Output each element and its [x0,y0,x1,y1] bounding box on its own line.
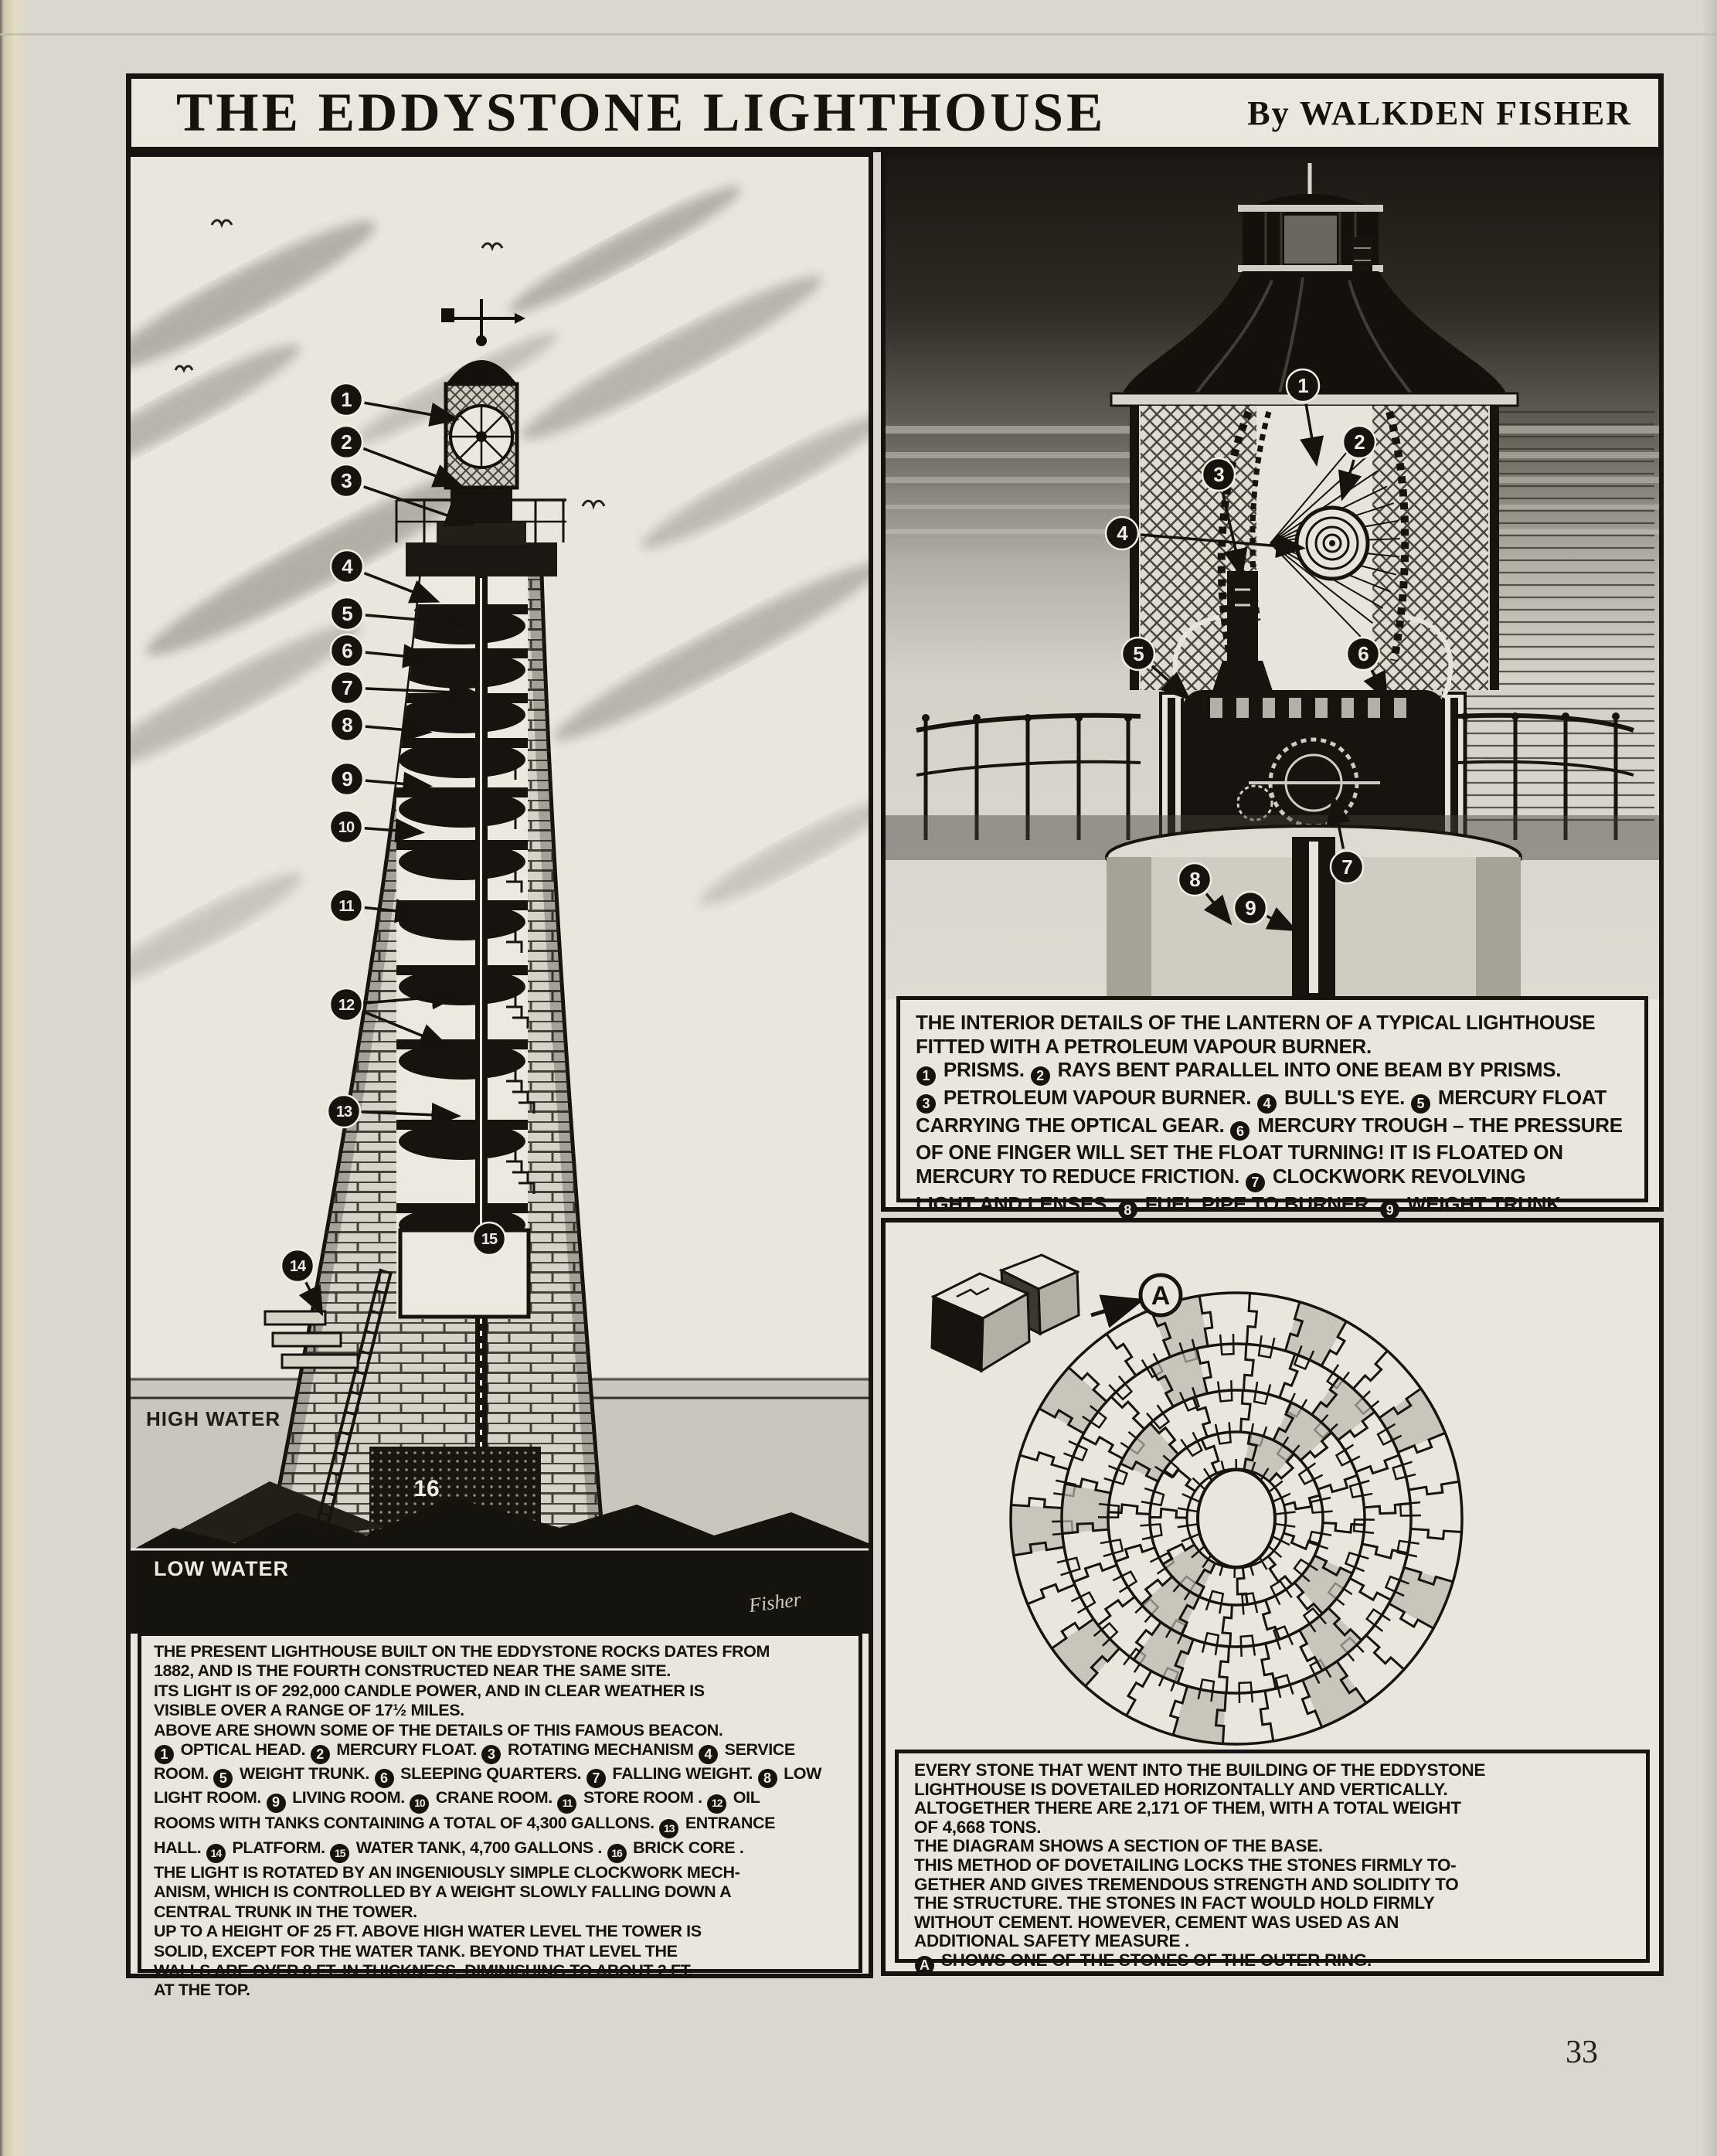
callout-label: 13 [335,1104,352,1121]
dovetail-caption-line: WITHOUT CEMENT. HOWEVER, CEMENT WAS USED AS AN [914,1912,1399,1932]
callout-label: 4 [342,555,352,578]
lantern-caption-line: LIGHT AND LENSES. 8 FUEL PIPE TO BURNER. 9 WEIGHT TRUNK. [916,1192,1634,1220]
dovetail-stone-3d [932,1255,1079,1371]
callout-label: 5 [1133,642,1144,665]
lantern-caption-line: 3 PETROLEUM VAPOUR BURNER. 4 BULL'S EYE. 5 MERCURY FLOAT [916,1086,1634,1114]
service-drum [450,488,512,523]
dovetail-caption-line: THE STRUCTURE. THE STONES IN FACT WOULD HOLD FIRMLY [914,1893,1435,1913]
title-box [126,73,1664,152]
inline-callout-badge: 3 [481,1745,501,1764]
callout-label: 3 [1213,463,1224,486]
dovetail-caption-box [895,1750,1650,1973]
artist-signature: Fisher [747,1587,803,1617]
lantern-caption-line: FITTED WITH A PETROLEUM VAPOUR BURNER. [916,1034,1372,1058]
inline-callout-badge: 5 [213,1769,233,1788]
inline-callout-badge: 6 [1230,1121,1250,1141]
dovetail-base-panel [881,1218,1664,1976]
inline-callout-badge: 3 [916,1094,936,1114]
high-water-label: HIGH WATER [146,1407,281,1430]
inline-callout-badge: 15 [330,1844,349,1863]
page-edge-right [1702,0,1717,2156]
lantern-caption-line: THE INTERIOR DETAILS OF THE LANTERN OF A TYPICAL LIGHTHOUSE [916,1011,1596,1034]
callout-label: 7 [342,676,352,699]
callout-label: 2 [1354,430,1365,454]
lantern-caption-box [896,996,1648,1218]
callout-label: 2 [341,430,352,454]
inline-callout-badge: 14 [206,1844,226,1863]
inline-callout-badge: 9 [267,1794,286,1813]
callout-label: 5 [342,602,352,625]
callout-label: 8 [1189,868,1200,891]
inline-callout-badge: A [915,1956,934,1975]
callout-label: 6 [1358,642,1368,665]
inline-callout-badge: 2 [1031,1066,1050,1086]
inline-callout-badge: 2 [311,1745,330,1764]
callout-label: 15 [481,1231,498,1248]
callout-label: 1 [341,388,352,411]
inline-callout-badge: 13 [659,1819,678,1838]
dovetail-caption-line: EVERY STONE THAT WENT INTO THE BUILDING OF THE EDDYSTONE [914,1760,1486,1780]
inline-callout-badge: 12 [707,1794,726,1814]
callout-16: 16 [413,1476,440,1501]
central-well [1198,1470,1275,1567]
left-caption-line: VISIBLE OVER A RANGE OF 17½ MILES. [154,1701,464,1720]
vane-flag [441,308,454,322]
left-caption-line: CENTRAL TRUNK IN THE TOWER. [154,1902,417,1921]
left-caption-box [138,1632,862,2000]
callout-label: 14 [289,1258,306,1275]
dovetail-caption-line: ADDITIONAL SAFETY MEASURE . [914,1931,1190,1951]
left-caption-line: 1882, AND IS THE FOURTH CONSTRUCTED NEAR THE SAME SITE. [154,1661,671,1681]
callout-label: 7 [1341,855,1352,879]
page-number: 33 [1566,2035,1598,2070]
inline-callout-badge: 6 [375,1769,394,1788]
dovetail-caption-line: GETHER AND GIVES TREMENDOUS STRENGTH AND SOLIDITY TO [914,1874,1459,1894]
low-water-label: LOW WATER [154,1557,289,1580]
left-caption-line: LIGHT ROOM. 9 LIVING ROOM. 10 CRANE ROOM. 11 STORE ROOM . 12 OIL [154,1788,849,1813]
callout-label: 11 [338,898,354,915]
page-title: THE EDDYSTONE LIGHTHOUSE [176,82,1107,143]
stone-arrow [1091,1301,1137,1315]
lighthouse-section-panel [126,152,873,2000]
dovetail-caption-line: A SHOWS ONE OF THE STONES OF THE OUTER RING. [914,1951,1637,1975]
floors-and-stairs [396,604,534,1243]
dovetail-caption-line: OF 4,668 TONS. [914,1817,1042,1837]
inline-callout-badge: 7 [1246,1173,1265,1192]
inline-callout-badge: 10 [410,1794,429,1814]
lantern-interior-panel [881,152,1664,1218]
callout-label: 4 [1117,522,1127,545]
byline: By WALKDEN FISHER [1247,94,1632,132]
inline-callout-badge: 8 [1118,1200,1137,1219]
dovetail-caption-line: THE DIAGRAM SHOWS A SECTION OF THE BASE. [914,1836,1323,1856]
inline-callout-badge: 16 [607,1844,627,1863]
left-caption-line: ANISM, WHICH IS CONTROLLED BY A WEIGHT SLOWLY FALLING DOWN A [154,1882,732,1902]
inline-callout-badge: 7 [586,1769,606,1788]
lantern-caption-line: CARRYING THE OPTICAL GEAR. 6 MERCURY TROUGH – THE PRESSURE [916,1114,1634,1141]
inline-callout-badge: 4 [1257,1094,1277,1114]
inline-callout-badge: 5 [1411,1094,1430,1114]
lantern-caption-line: OF ONE FINGER WILL SET THE FLOAT TURNING! IT IS FLOATED ON [916,1141,1563,1165]
left-caption-line: 1 OPTICAL HEAD. 2 MERCURY FLOAT. 3 ROTATING MECHANISM 4 SERVICE [154,1740,849,1764]
left-caption-line: WALLS ARE OVER 8 FT. IN THICKNESS, DIMINISHING TO ABOUT 2 FT. [154,1961,693,1981]
left-caption-line: SOLID, EXCEPT FOR THE WATER TANK. BEYOND THAT LEVEL THE [154,1941,678,1960]
page-edge-left [0,0,28,2156]
stone-marker-label: A [1151,1281,1171,1311]
left-caption-line: UP TO A HEIGHT OF 25 FT. ABOVE HIGH WATER LEVEL THE TOWER IS [154,1922,702,1941]
gallery-platform [406,542,557,576]
scan-fold-line [0,33,1717,36]
inline-callout-badge: 1 [155,1745,174,1764]
callout-label: 12 [338,997,355,1014]
dovetail-caption-line: LIGHTHOUSE IS DOVETAILED HORIZONTALLY AND VERTICALLY. [914,1779,1448,1799]
tower [269,573,603,1543]
left-caption-line: THE PRESENT LIGHTHOUSE BUILT ON THE EDDYSTONE ROCKS DATES FROM [154,1642,770,1661]
lantern-caption-line: MERCURY TO REDUCE FRICTION. 7 CLOCKWORK REVOLVING [916,1165,1634,1192]
inline-callout-badge: 8 [758,1769,777,1788]
dovetail-caption-line: THIS METHOD OF DOVETAILING LOCKS THE STONES FIRMLY TO- [914,1855,1457,1875]
left-caption-line: AT THE TOP. [154,1981,250,2000]
left-caption-line: ABOVE ARE SHOWN SOME OF THE DETAILS OF THIS FAMOUS BEACON. [154,1720,723,1739]
water-tank-room [400,1230,529,1317]
inline-callout-badge: 4 [699,1745,718,1764]
callout-label: 9 [342,767,352,791]
left-caption-line: ROOMS WITH TANKS CONTAINING A TOTAL OF 4,300 GALLONS. 13 ENTRANCE [154,1814,849,1838]
callout-label: 9 [1245,896,1256,920]
inline-callout-badge: 11 [557,1794,576,1814]
left-caption-line: THE LIGHT IS ROTATED BY AN INGENIOUSLY SIMPLE CLOCKWORK MECH- [154,1863,740,1882]
callout-label: 10 [338,819,355,836]
lantern-caption-line: 1 PRISMS. 2 RAYS BENT PARALLEL INTO ONE BEAM BY PRISMS. [916,1058,1634,1086]
bulls-eye-lens [1295,506,1369,580]
callout-label: 3 [341,469,352,492]
inline-callout-badge: 1 [916,1066,936,1086]
left-caption-line: HALL. 14 PLATFORM. 15 WATER TANK, 4,700 GALLONS . 16 BRICK CORE . [154,1838,849,1863]
callout-label: 1 [1297,374,1308,397]
callout-label: 6 [342,639,352,662]
left-caption-line: ITS LIGHT IS OF 292,000 CANDLE POWER, AND IN CLEAR WEATHER IS [154,1681,705,1700]
callout-label: 8 [342,713,352,736]
dovetail-caption-line: ALTOGETHER THERE ARE 2,171 OF THEM, WITH A TOTAL WEIGHT [914,1798,1461,1818]
inline-callout-badge: 9 [1380,1200,1399,1219]
left-caption-line: ROOM. 5 WEIGHT TRUNK. 6 SLEEPING QUARTERS. 7 FALLING WEIGHT. 8 LOW [154,1764,849,1788]
